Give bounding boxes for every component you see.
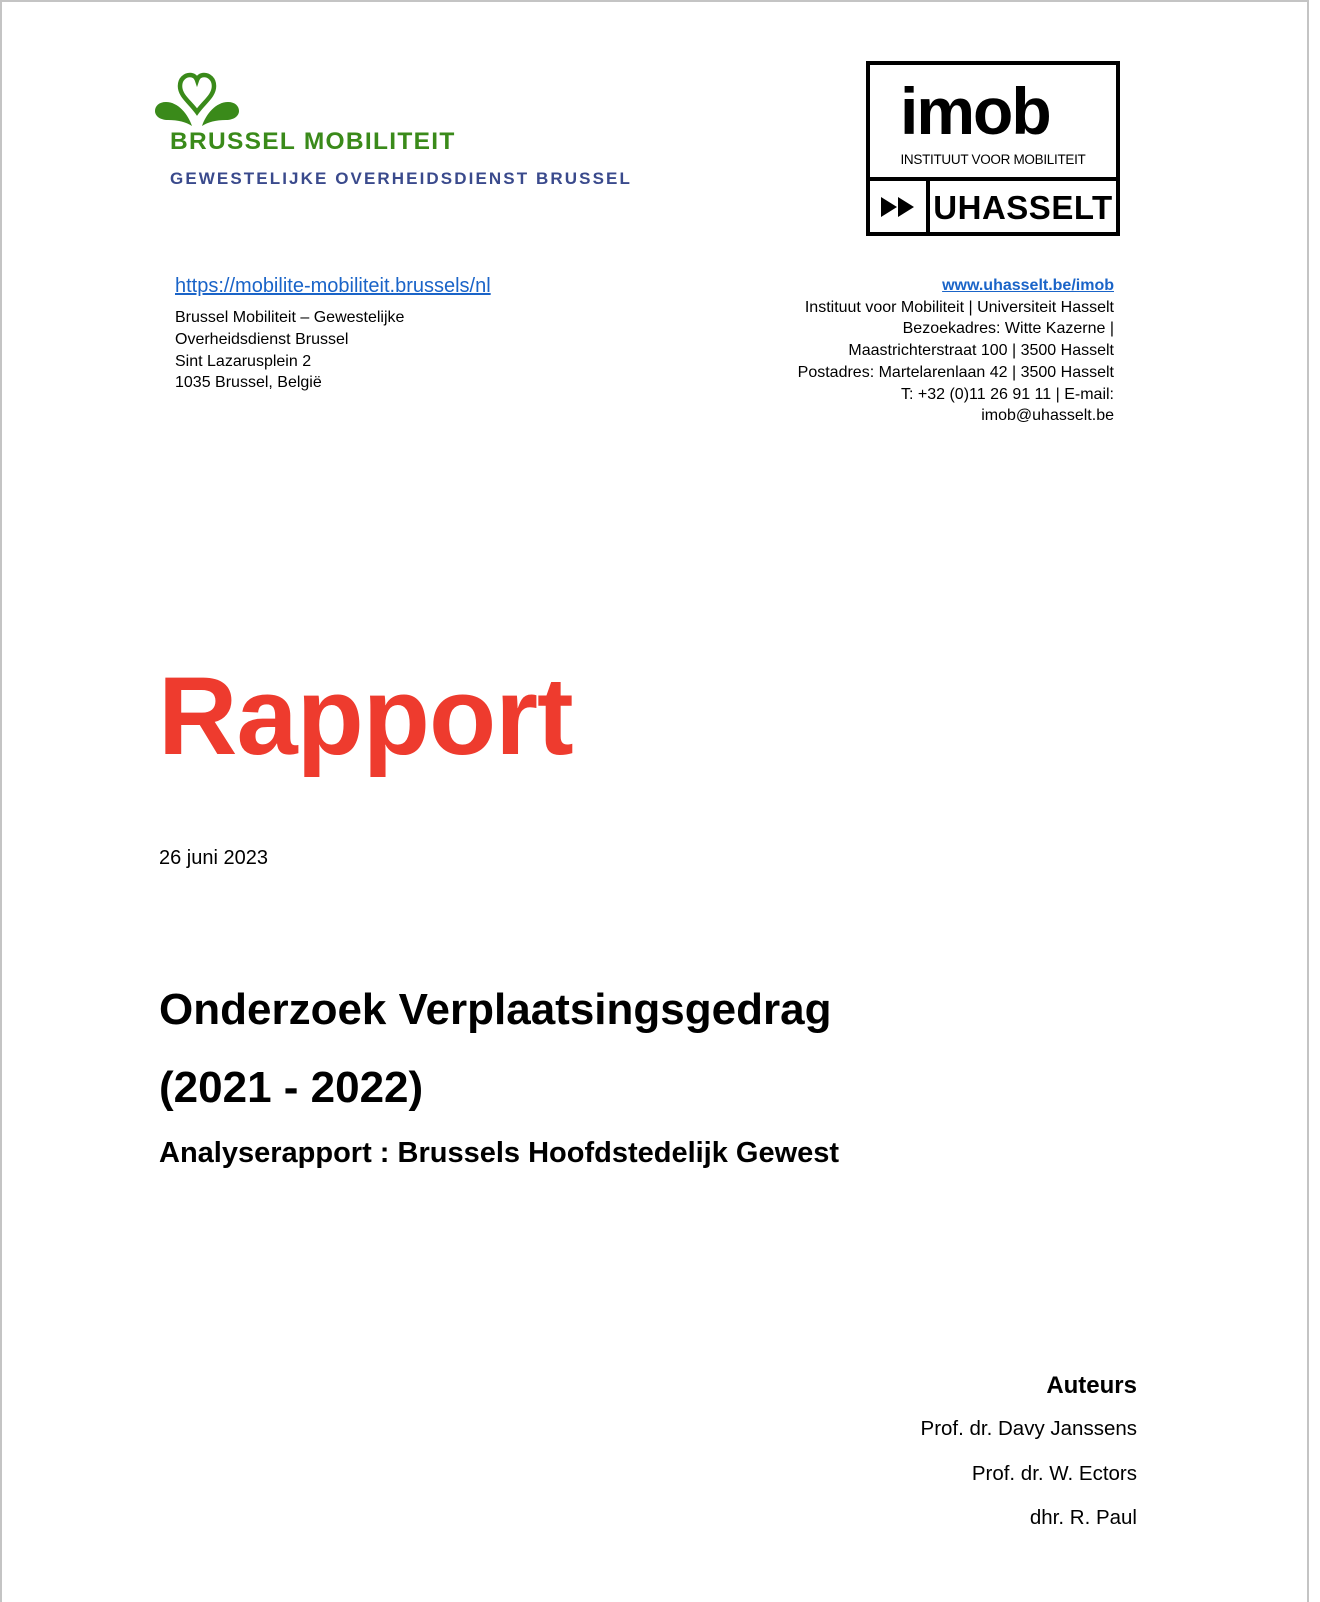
brussel-mobiliteit-address — [175, 273, 491, 394]
document-subtitle: Analyserapport : Brussels Hoofdstedelijk Gewest — [159, 1137, 840, 1169]
imob-logo-top — [870, 65, 1116, 181]
address-line: Overheidsdienst Brussel — [175, 330, 349, 348]
brussel-mobiliteit-link[interactable]: https://mobilite-mobiliteit.brussels/nl — [175, 275, 491, 297]
document-date: 26 juni 2023 — [159, 847, 268, 869]
address-line: Instituut voor Mobiliteit | Universiteit Hasselt — [804, 298, 1114, 316]
address-line: Sint Lazarusplein 2 — [175, 352, 312, 370]
document-title-years: (2021 - 2022) — [159, 1063, 424, 1112]
address-line: T: +32 (0)11 26 91 11 | E-mail: — [900, 385, 1114, 403]
imob-tagline: INSTITUUT VOOR MOBILITEIT — [900, 152, 1086, 167]
address-line: Maastrichterstraat 100 | 3500 Hasselt — [848, 342, 1114, 360]
document-title: Onderzoek Verplaatsingsgedrag — [159, 985, 832, 1034]
imob-uhasselt-logo — [866, 61, 1120, 236]
organization-name: BRUSSEL MOBILITEIT — [170, 128, 456, 155]
author-name: Prof. dr. W. Ectors — [971, 1461, 1137, 1485]
uhasselt-imob-link[interactable]: www.uhasselt.be/imob — [942, 277, 1114, 294]
address-line: imob@uhasselt.be — [981, 407, 1114, 425]
document-type-heading: Rapport — [158, 655, 573, 778]
author-name: dhr. R. Paul — [1029, 1506, 1137, 1529]
address-line: Bezoekadres: Witte Kazerne | — [902, 320, 1114, 338]
imob-address — [798, 275, 1114, 427]
fast-forward-icon — [870, 181, 930, 232]
imob-logo-bottom — [870, 181, 1116, 232]
heart-leaf-logo-icon — [154, 72, 240, 128]
uhasselt-wordmark: UHASSELT — [933, 189, 1113, 226]
authors-heading: Auteurs — [1046, 1372, 1137, 1399]
brussel-mobiliteit-logo — [154, 72, 632, 192]
authors-block — [921, 1370, 1137, 1550]
address-line: Brussel Mobiliteit – Gewestelijke — [175, 309, 405, 326]
organization-subtitle: GEWESTELIJKE OVERHEIDSDIENST BRUSSEL — [170, 169, 632, 188]
address-line: 1035 Brussel, België — [175, 374, 322, 392]
address-line: Postadres: Martelarenlaan 42 | 3500 Hasselt — [797, 363, 1114, 381]
author-name: Prof. dr. Davy Janssens — [920, 1417, 1137, 1440]
imob-wordmark: imob — [900, 74, 1050, 148]
